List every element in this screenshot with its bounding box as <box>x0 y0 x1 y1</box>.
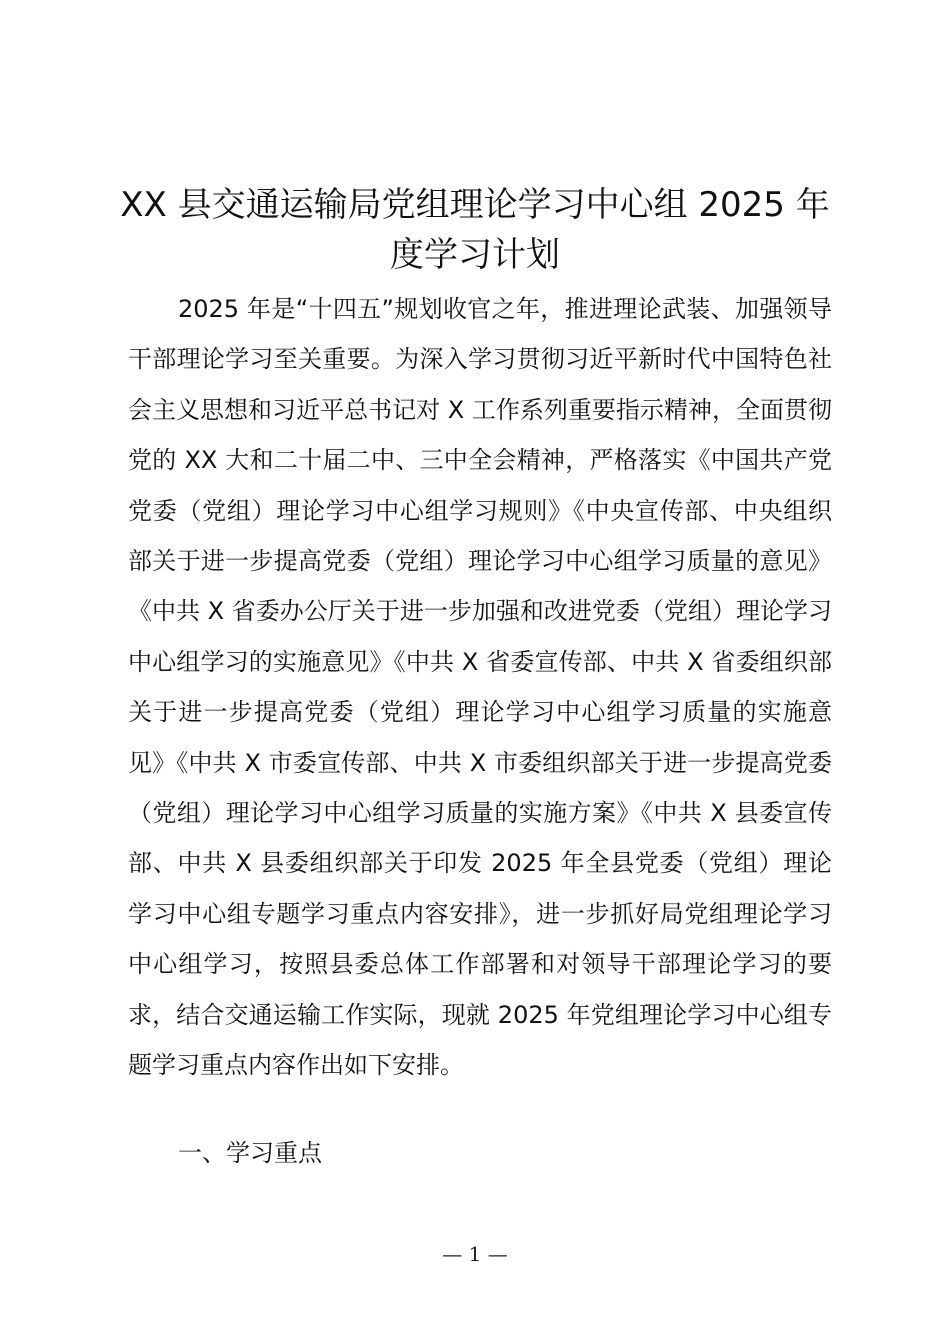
document-title: XX 县交通运输局党组理论学习中心组 2025 年度学习计划 <box>120 185 830 275</box>
section-heading: 一、学习重点 <box>178 1139 322 1167</box>
page-number: — 1 — <box>442 1242 508 1266</box>
intro-paragraph: 2025 年是“十四五”规划收官之年，推进理论武装、加强领导干部理论学习至关重要。为深入学习贯彻习近平新时代中国特色社会主义思想和习近平总书记对 X 工作系列重要指示精神，全面贯彻党的 XX 大和二十届二中、三中全会精神，严格落实《中国共产党党委（党组）理论学习中心组学习规则》《中央宣传部、中央组织部关于进一步提高党委（党组）理论学习中心组学习质量的意见》《中共 X 省委办公厅关于进一步加强和改进党委（党组）理论学习中心组学习的实施意见》《中共 X 省委宣传部、中共 X 省委组织部关于进一步提高党委（党组）理论学习中心组学习质量的实施意见》《中共 X 市委宣传部、中共 X 市委组织部关于进一步提高党委（党组）理论学习中心组学习质量的实施方案》《中共 X 县委宣传部、中共 X 县委组织部关于印发 2025 年全县党委（党组）理论学习中心组专题学习重点内容安排》，进一步抓好局党组理论学习中心组学习，按照县委总体工作部署和对领导干部理论学习的要求，结合交通运输工作实际，现就 2025 年党组理论学习中心组专题学习重点内容作出如下安排。 <box>128 295 832 1080</box>
